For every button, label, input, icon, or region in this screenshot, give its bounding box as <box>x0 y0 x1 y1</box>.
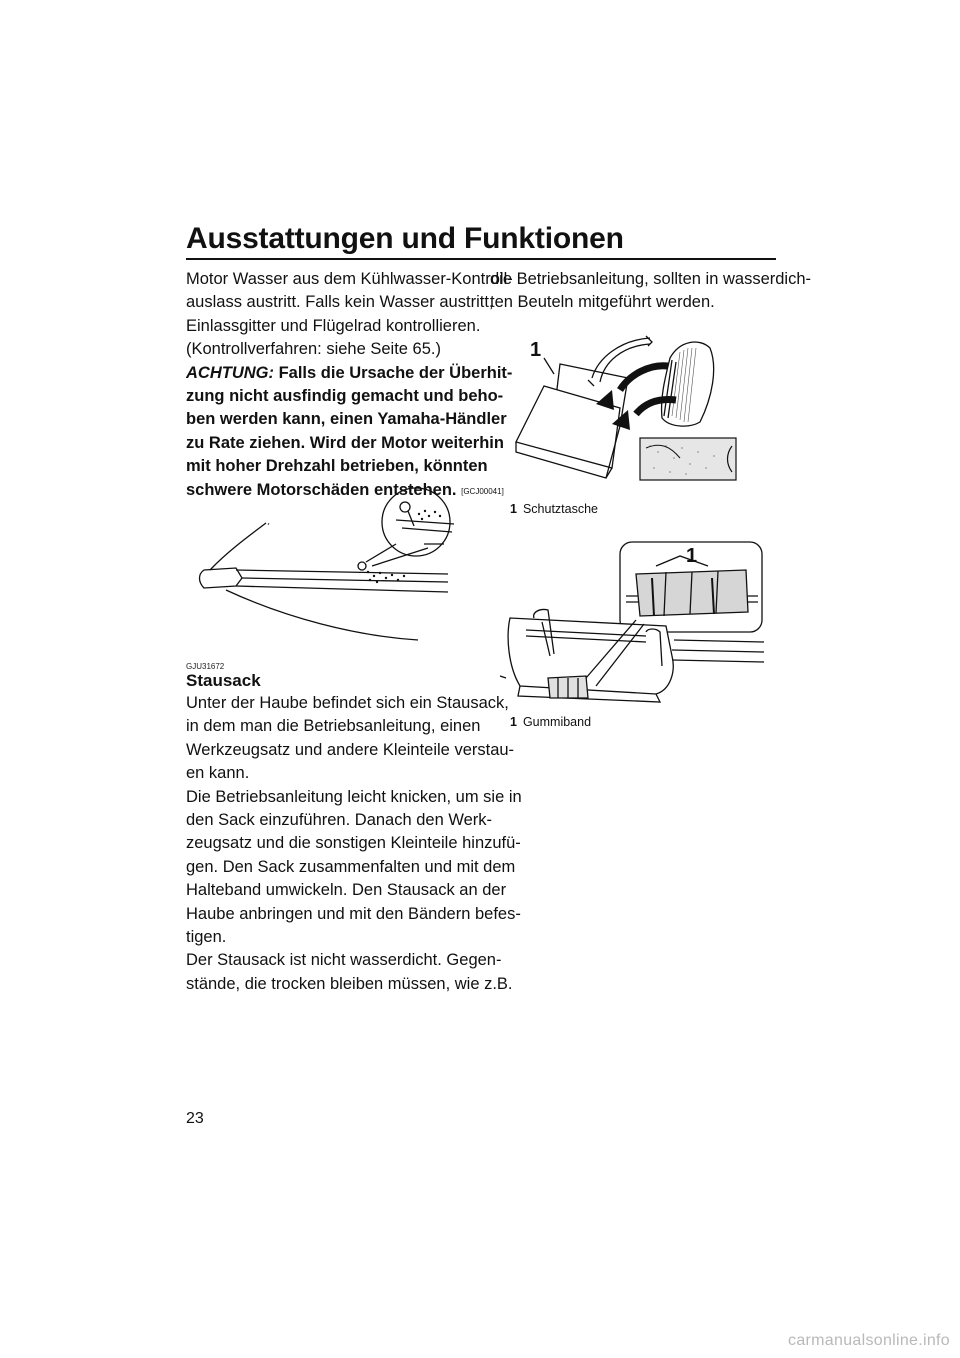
body-line: die Betriebsanleitung, sollten in wasserdich- <box>490 270 812 288</box>
body-line: Werkzeugsatz und andere Kleinteile verstau- <box>186 740 515 759</box>
body-line: zeugsatz und die sonstigen Kleinteile hinzufü- <box>186 834 521 853</box>
right-column-top <box>490 268 812 315</box>
body-line: (Kontrollverfahren: siehe Seite 65.) <box>186 340 441 359</box>
caption-text: Schutztasche <box>522 502 598 516</box>
body-line: stände, die trocken bleiben müssen, wie z.B. <box>186 974 513 993</box>
body-line: Haube anbringen und mit den Bändern befes- <box>186 904 521 923</box>
section-code: GJU31672 <box>186 662 225 671</box>
cooling-water-figure <box>196 478 466 648</box>
storage-bag-illustration <box>500 318 750 498</box>
warning-line: zu Rate ziehen. Wird der Motor weiterhin <box>186 433 504 452</box>
body-line: en kann. <box>186 764 250 783</box>
figure-callout: 1 <box>686 545 698 567</box>
header-rule <box>186 258 776 260</box>
body-line: den Sack einzuführen. Danach den Werk- <box>186 811 493 830</box>
warning-line: zung nicht ausfindig gemacht und beho- <box>186 387 504 406</box>
body-line: Halteband umwickeln. Den Stausack an der <box>186 881 507 900</box>
left-column-top <box>186 268 513 504</box>
warning-line <box>186 362 513 385</box>
caption-number: 1 <box>510 502 517 516</box>
warning-line: mit hoher Drehzahl betrieben, könnten <box>186 457 488 476</box>
warning-code: [GCJ00041] <box>461 486 504 496</box>
section-title: Stausack <box>186 671 261 690</box>
body-line: ten Beuteln mitgeführt werden. <box>490 293 715 312</box>
caption-text: Gummiband <box>522 715 592 729</box>
body-line: gen. Den Sack zusammenfalten und mit dem <box>186 857 516 876</box>
page-number: 23 <box>186 1110 204 1127</box>
body-line: Motor Wasser aus dem Kühlwasser-Kontroll- <box>186 270 513 288</box>
body-line: Einlassgitter und Flügelrad kontrollieren. <box>186 316 481 335</box>
body-line: Der Stausack ist nicht wasserdicht. Gegen- <box>186 951 502 970</box>
warning-line: ben werden kann, einen Yamaha-Händler <box>186 410 507 429</box>
rubber-band-figure <box>496 536 772 710</box>
body-line: Die Betriebsanleitung leicht knicken, um sie in <box>186 787 522 806</box>
figure-callout: 1 <box>530 339 542 361</box>
page-title: Ausstattungen und Funktionen <box>186 222 624 255</box>
cooling-water-illustration <box>196 478 466 648</box>
rubber-band-illustration <box>496 536 772 710</box>
caption-number: 1 <box>510 715 517 729</box>
storage-bag-figure <box>500 318 750 498</box>
footer-watermark: carmanualsonline.info <box>788 1332 950 1349</box>
body-line: Unter der Haube befindet sich ein Stausack, <box>186 694 509 712</box>
warning-text: schwere Motorschäden entstehen. <box>186 480 457 499</box>
left-column-section <box>186 692 522 996</box>
figure-caption <box>510 502 598 516</box>
warning-text: Falls die Ursache der Überhit- <box>278 363 513 382</box>
body-line: auslass austritt. Falls kein Wasser austritt, <box>186 293 494 312</box>
body-line: tigen. <box>186 928 227 947</box>
body-line: in dem man die Betriebsanleitung, einen <box>186 717 481 736</box>
warning-label: ACHTUNG: <box>186 363 274 382</box>
figure-caption <box>510 715 591 729</box>
